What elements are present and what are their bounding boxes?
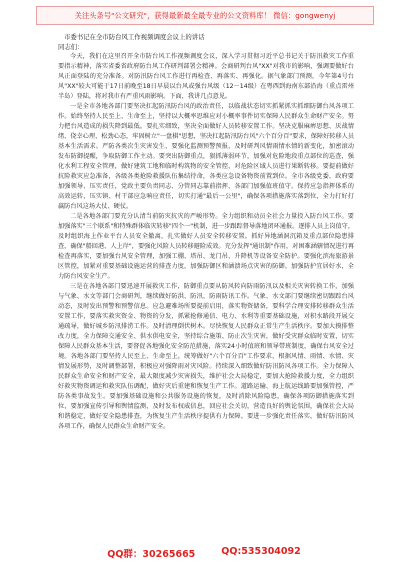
paragraph-point-2: 二是各地各部门要充分认清当前防灾抗灾的严峻形势。全力组织和动员全社会力量投入防台风工作。要加强落实"三个联系"和特殊群体临灾转移"四个一"机制，进一步跟踪督导落地闭环通报。逐排人员上岗值守，及时组织海上作业平台人员安全撤离，扎实做好人员安全转移安置。抓好异地涵洞沉箱及重点部位隐患排查，确保"船回港、人上岸"，要强化风险人员转移避险成效。充分发挥"通讯制"作用，对困难涵辖情况进行再检查再落实，要加强台风安全管理，加强工棚、塔吊、龙门吊、升降机等设备安全防护。要强化滨海旅游景区管控，加紧对重要基础设施运营的排查力度，加强防御区和涵溃场点灾害的防御。加强防护宜居好水，全力防台风安全生产。 bbox=[58, 213, 355, 280]
footer-contact bbox=[0, 546, 408, 560]
greeting: 同志们： bbox=[58, 43, 84, 51]
qq-number-text: QQ:535304092 bbox=[221, 546, 301, 557]
document-page bbox=[58, 32, 354, 432]
paragraph-point-3: 三是在各地各部门要迅速开展救灾工作，防御重点要从防风转向防雨防汛以及相关灾害转换工作，加强与气象、水文等部门会商研判，继续做好防洪、防汛、防雨防讯工作。气象、水文部门要继续密切跟踪台风动态，及时发出预警和预警信息。应急避难场所要提前启用，落实物资储备，要科学合理安排转移群众生活安置工作，要落实救灾资金、物资的分发，抓紧抢修通信、电力、水利等重要基础设施，对积水路段开展交通疏导，做好城乡防汛排涝工作。及时清理倒伏树木。尽快恢复人民群众正常生产生活秩序。要加大摸排整改力度，全力保障交通安全、供水供电安全，坚持综合施策、防止次生灾害，做好受灾群众临时安置，切实保障人民群众基本生活，要督促各地强化安全防范措施，落实24小时值班和领导带班制度，确保台风安全过境。各地各部门要坚持人民至上、生命至上，统筹做好"六个百分百"工作要求，根据风情、雨情、水情、灾情发展形势，及时调整部署，积极应对强降雨对灾风险。持续深入细致做好防汛防风各项工作。全力保障人民群众生命安全和财产安全，最大限度减少灾害损失，维护社会大局稳定，要加大抢险救援力度，全力组织好救灾物资调运和救灾队伍调配，做好灾后重建和恢复生产工作。道路运输、海上航运线路要加强管控，严防各类事故发生。要加强基础设施和公共服务设施的恢复，及时消除风险隐患，确保各项防御措施落实到位，要加强宣传引导和舆情监测，及时发布权威信息，回应社会关切，营造良好的舆论氛围，确保社会大局和谐稳定，做好安全隐患排查，为恢复生产生活秩序提供有力保障。要进一步强化责任落实，做好防汛防风各项工作，确保人民群众生命财产安全。 bbox=[58, 283, 354, 430]
paragraph-point-1: 一是全市各地各部门要坚决扛起防汛防台风的政治责任，以临战状态切实抓紧抓实抓细防御台风各项工作。始终坚持人民至上、生命至上，坚持以大概率思维应对小概率事件切实保障人民群众生命财产安全。努力把台风造成的损失降到最低。要扎实细致，坚决全面做好人员转移安置工作。坚决克服麻痹思想、厌战情绪、侥幸心理、松劲心态，牢固树立"一盘棋"思想，坚决扛起防汛防台风"六个百分百"要求，保障好转移人员基本生活需求。严防各类次生灾害发生，要强化监测预警预报，及时研判风情雨情水情的新变化，加密滚动发布防御提醒，争取防御工作主动。要突出防御重点，狠抓薄弱环节，加强对危险地段重点部位的巡查，强化水利工程安全管理，做好建筑工地和临时构筑物的安全管控，对危险区域人员进行果断转移。要提前做好抗险救灾应急准备，各级各类抢险救援队伍集结待命，各类应急设备物资前置到位。全市各级党委、政府要加强领导、压实责任，党政主要负责同志、分管同志靠前指挥，各部门加强值班值守。保持应急指挥体系的高效运转，压实镇、村干部应急响应责任，切实打通"最后一公里"，确保各项措施落实落到位，全力打好打赢防台风这场大仗、硬仗。 bbox=[58, 103, 355, 210]
qq-group-text: QQ群：30265665 bbox=[107, 549, 196, 560]
document-title: 市委书记在全市防台风工作视频调度会议上的讲话 bbox=[64, 33, 205, 41]
paragraph-intro: 今天，我们在这里召开全市防台风工作视频调度会议，深入学习贯彻习近平总书记关于防汛救灾工作重要指示精神，落实省委省政府防台风工作研判部署会精神。会商研判台风"XX"对我市的影响，强调要做好台风正面登陆的充分准备。对防汛防台风工作进行再检查、再落实、再强化。据气象部门预测，今年第4号台风"XX"较大可能于17日前晚至18日早晨以台风或强台风级（12－14级）在粤西到海南东部沿海（重点雷州半岛）登陆，将对我市有严重风雨影响。下面，我讲几点意见。 bbox=[58, 53, 354, 100]
promo-banner: 关注头条号"公文研究"，获得最新最全最专业的公文资料库！ 微信：gongwenyj bbox=[36, 6, 374, 25]
